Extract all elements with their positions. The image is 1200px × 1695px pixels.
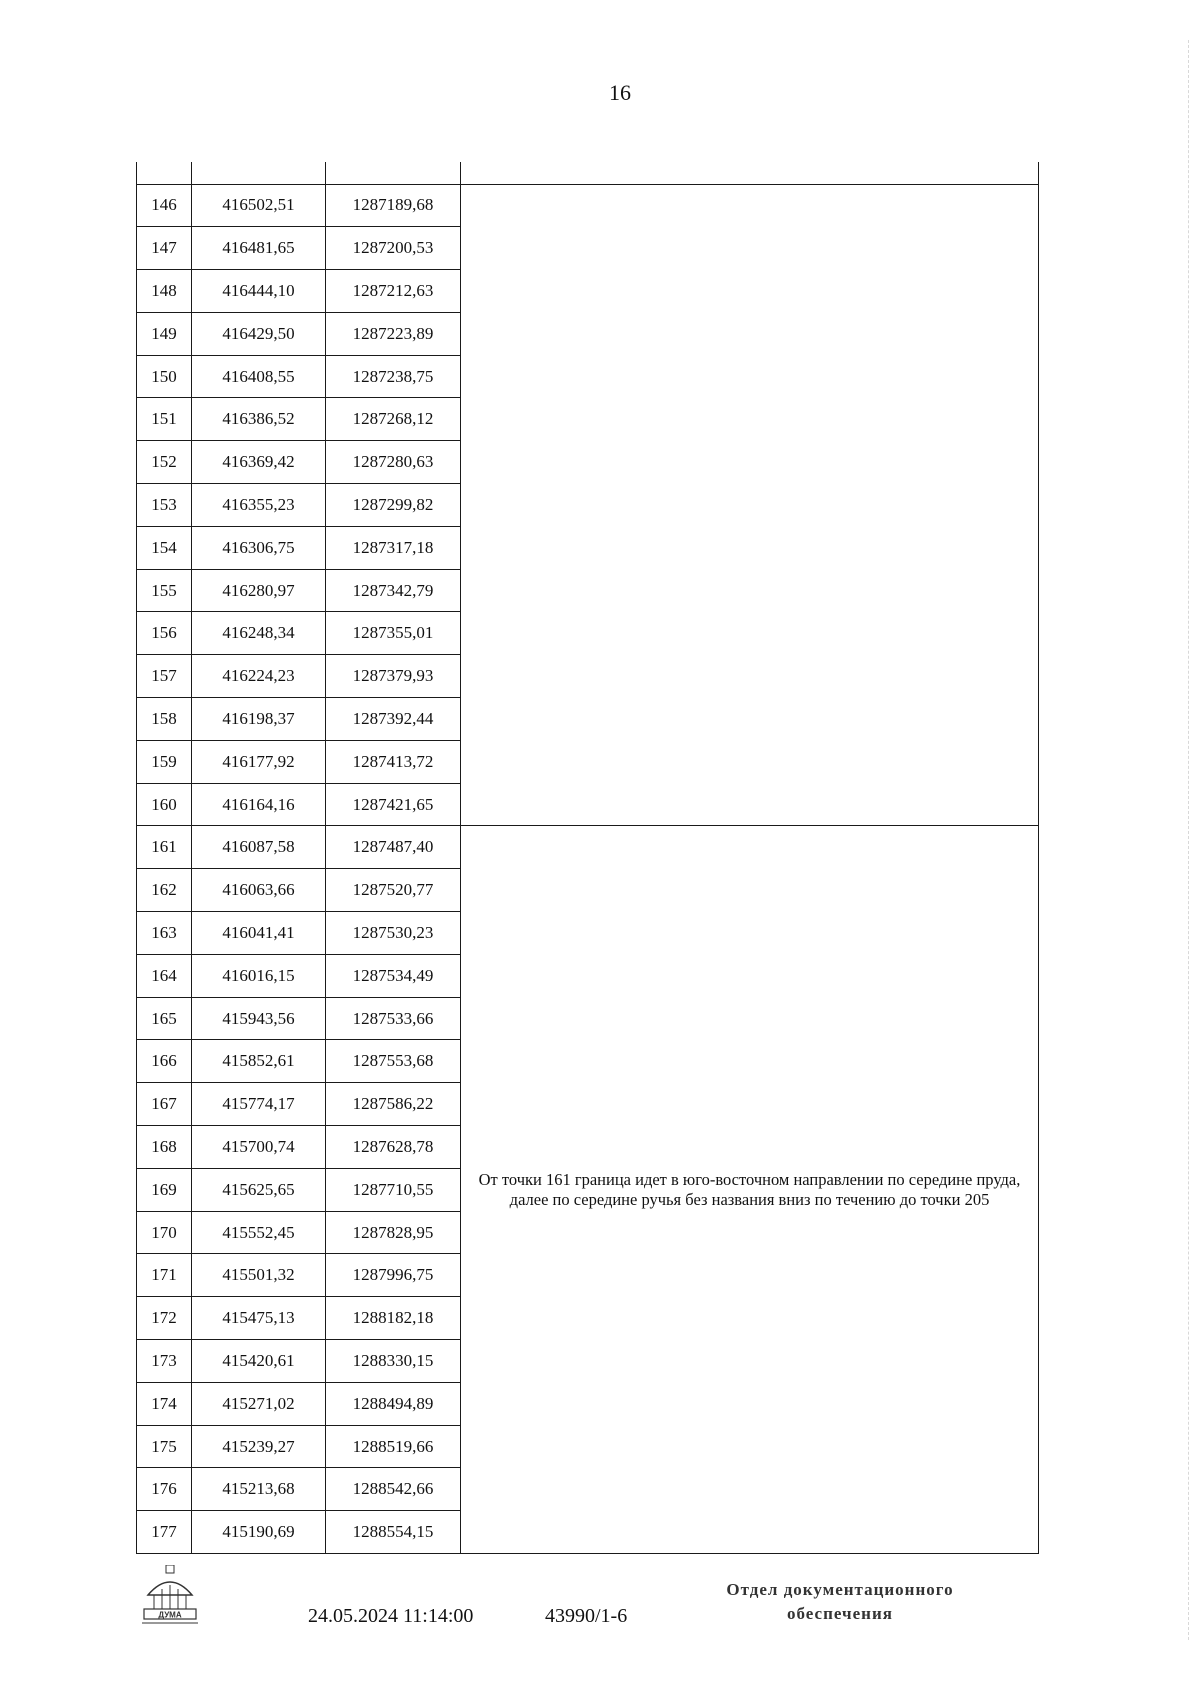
point-number-cell: 155 xyxy=(137,569,192,612)
table-row xyxy=(137,826,1039,869)
page-number: 16 xyxy=(609,80,631,105)
point-number-cell: 177 xyxy=(137,1511,192,1554)
continuation-cell xyxy=(137,162,192,184)
point-number-cell: 160 xyxy=(137,783,192,826)
point-number-cell: 152 xyxy=(137,441,192,484)
boundary-description-cell: От точки 161 граница идет в юго-восточном направлении по середине пруда, далее по середине ручья без названия вниз по течению до точки 205 xyxy=(461,826,1039,1554)
point-number-cell: 146 xyxy=(137,184,192,227)
y-coordinate-cell: 1287533,66 xyxy=(326,997,461,1040)
y-coordinate-cell: 1287530,23 xyxy=(326,912,461,955)
y-coordinate-cell: 1287487,40 xyxy=(326,826,461,869)
y-coordinate-cell: 1287996,75 xyxy=(326,1254,461,1297)
x-coordinate-cell: 415625,65 xyxy=(192,1168,326,1211)
y-coordinate-cell: 1287379,93 xyxy=(326,655,461,698)
x-coordinate-cell: 416355,23 xyxy=(192,484,326,527)
x-coordinate-cell: 416016,15 xyxy=(192,954,326,997)
point-number-cell: 166 xyxy=(137,1040,192,1083)
x-coordinate-cell: 415420,61 xyxy=(192,1340,326,1383)
point-number-cell: 153 xyxy=(137,484,192,527)
y-coordinate-cell: 1287710,55 xyxy=(326,1168,461,1211)
y-coordinate-cell: 1287413,72 xyxy=(326,740,461,783)
x-coordinate-cell: 416369,42 xyxy=(192,441,326,484)
y-coordinate-cell: 1287189,68 xyxy=(326,184,461,227)
x-coordinate-cell: 415552,45 xyxy=(192,1211,326,1254)
x-coordinate-cell: 416164,16 xyxy=(192,783,326,826)
y-coordinate-cell: 1287280,63 xyxy=(326,441,461,484)
point-number-cell: 150 xyxy=(137,355,192,398)
point-number-cell: 156 xyxy=(137,612,192,655)
svg-text:ДУМА: ДУМА xyxy=(158,1610,182,1620)
x-coordinate-cell: 415213,68 xyxy=(192,1468,326,1511)
table-row xyxy=(137,184,1039,227)
y-coordinate-cell: 1287355,01 xyxy=(326,612,461,655)
point-number-cell: 174 xyxy=(137,1382,192,1425)
footer-document-code: 43990/1-6 xyxy=(545,1605,628,1627)
y-coordinate-cell: 1287200,53 xyxy=(326,227,461,270)
point-number-cell: 176 xyxy=(137,1468,192,1511)
y-coordinate-cell: 1287268,12 xyxy=(326,398,461,441)
y-coordinate-cell: 1287223,89 xyxy=(326,312,461,355)
x-coordinate-cell: 416248,34 xyxy=(192,612,326,655)
table-continuation-row xyxy=(137,162,1039,184)
x-coordinate-cell: 416306,75 xyxy=(192,526,326,569)
x-coordinate-cell: 415271,02 xyxy=(192,1382,326,1425)
x-coordinate-cell: 416280,97 xyxy=(192,569,326,612)
x-coordinate-cell: 415943,56 xyxy=(192,997,326,1040)
x-coordinate-cell: 416063,66 xyxy=(192,869,326,912)
x-coordinate-cell: 416502,51 xyxy=(192,184,326,227)
x-coordinate-cell: 416087,58 xyxy=(192,826,326,869)
x-coordinate-cell: 415700,74 xyxy=(192,1126,326,1169)
y-coordinate-cell: 1287520,77 xyxy=(326,869,461,912)
point-number-cell: 149 xyxy=(137,312,192,355)
y-coordinate-cell: 1287421,65 xyxy=(326,783,461,826)
scan-edge-line xyxy=(1188,40,1190,1640)
continuation-cell xyxy=(326,162,461,184)
point-number-cell: 170 xyxy=(137,1211,192,1254)
x-coordinate-cell: 416408,55 xyxy=(192,355,326,398)
continuation-cell xyxy=(461,162,1039,184)
y-coordinate-cell: 1288542,66 xyxy=(326,1468,461,1511)
point-number-cell: 175 xyxy=(137,1425,192,1468)
y-coordinate-cell: 1288330,15 xyxy=(326,1340,461,1383)
x-coordinate-cell: 415774,17 xyxy=(192,1083,326,1126)
y-coordinate-cell: 1287553,68 xyxy=(326,1040,461,1083)
y-coordinate-cell: 1287628,78 xyxy=(326,1126,461,1169)
x-coordinate-cell: 416177,92 xyxy=(192,740,326,783)
point-number-cell: 167 xyxy=(137,1083,192,1126)
y-coordinate-cell: 1287392,44 xyxy=(326,698,461,741)
point-number-cell: 162 xyxy=(137,869,192,912)
y-coordinate-cell: 1287238,75 xyxy=(326,355,461,398)
x-coordinate-cell: 415190,69 xyxy=(192,1511,326,1554)
x-coordinate-cell: 415475,13 xyxy=(192,1297,326,1340)
y-coordinate-cell: 1287317,18 xyxy=(326,526,461,569)
x-coordinate-cell: 415239,27 xyxy=(192,1425,326,1468)
y-coordinate-cell: 1288554,15 xyxy=(326,1511,461,1554)
point-number-cell: 173 xyxy=(137,1340,192,1383)
footer-timestamp: 24.05.2024 11:14:00 xyxy=(308,1605,474,1627)
point-number-cell: 148 xyxy=(137,270,192,313)
x-coordinate-cell: 415852,61 xyxy=(192,1040,326,1083)
y-coordinate-cell: 1287828,95 xyxy=(326,1211,461,1254)
department-stamp: Отдел документационного обеспечения xyxy=(726,1580,954,1623)
point-number-cell: 169 xyxy=(137,1168,192,1211)
continuation-cell xyxy=(192,162,326,184)
y-coordinate-cell: 1287534,49 xyxy=(326,954,461,997)
x-coordinate-cell: 416386,52 xyxy=(192,398,326,441)
y-coordinate-cell: 1288182,18 xyxy=(326,1297,461,1340)
y-coordinate-cell: 1287212,63 xyxy=(326,270,461,313)
y-coordinate-cell: 1288519,66 xyxy=(326,1425,461,1468)
point-number-cell: 163 xyxy=(137,912,192,955)
x-coordinate-cell: 416444,10 xyxy=(192,270,326,313)
x-coordinate-cell: 416429,50 xyxy=(192,312,326,355)
y-coordinate-cell: 1287586,22 xyxy=(326,1083,461,1126)
point-number-cell: 165 xyxy=(137,997,192,1040)
x-coordinate-cell: 415501,32 xyxy=(192,1254,326,1297)
table-body xyxy=(137,162,1039,1554)
description-cell-empty xyxy=(461,184,1039,826)
point-number-cell: 161 xyxy=(137,826,192,869)
point-number-cell: 168 xyxy=(137,1126,192,1169)
point-number-cell: 147 xyxy=(137,227,192,270)
duma-logo-icon xyxy=(140,1565,200,1627)
boundary-coordinates-table xyxy=(136,162,1039,1554)
point-number-cell: 158 xyxy=(137,698,192,741)
x-coordinate-cell: 416041,41 xyxy=(192,912,326,955)
point-number-cell: 151 xyxy=(137,398,192,441)
point-number-cell: 171 xyxy=(137,1254,192,1297)
point-number-cell: 157 xyxy=(137,655,192,698)
point-number-cell: 154 xyxy=(137,526,192,569)
y-coordinate-cell: 1287342,79 xyxy=(326,569,461,612)
x-coordinate-cell: 416224,23 xyxy=(192,655,326,698)
y-coordinate-cell: 1288494,89 xyxy=(326,1382,461,1425)
x-coordinate-cell: 416198,37 xyxy=(192,698,326,741)
point-number-cell: 164 xyxy=(137,954,192,997)
y-coordinate-cell: 1287299,82 xyxy=(326,484,461,527)
x-coordinate-cell: 416481,65 xyxy=(192,227,326,270)
point-number-cell: 159 xyxy=(137,740,192,783)
point-number-cell: 172 xyxy=(137,1297,192,1340)
